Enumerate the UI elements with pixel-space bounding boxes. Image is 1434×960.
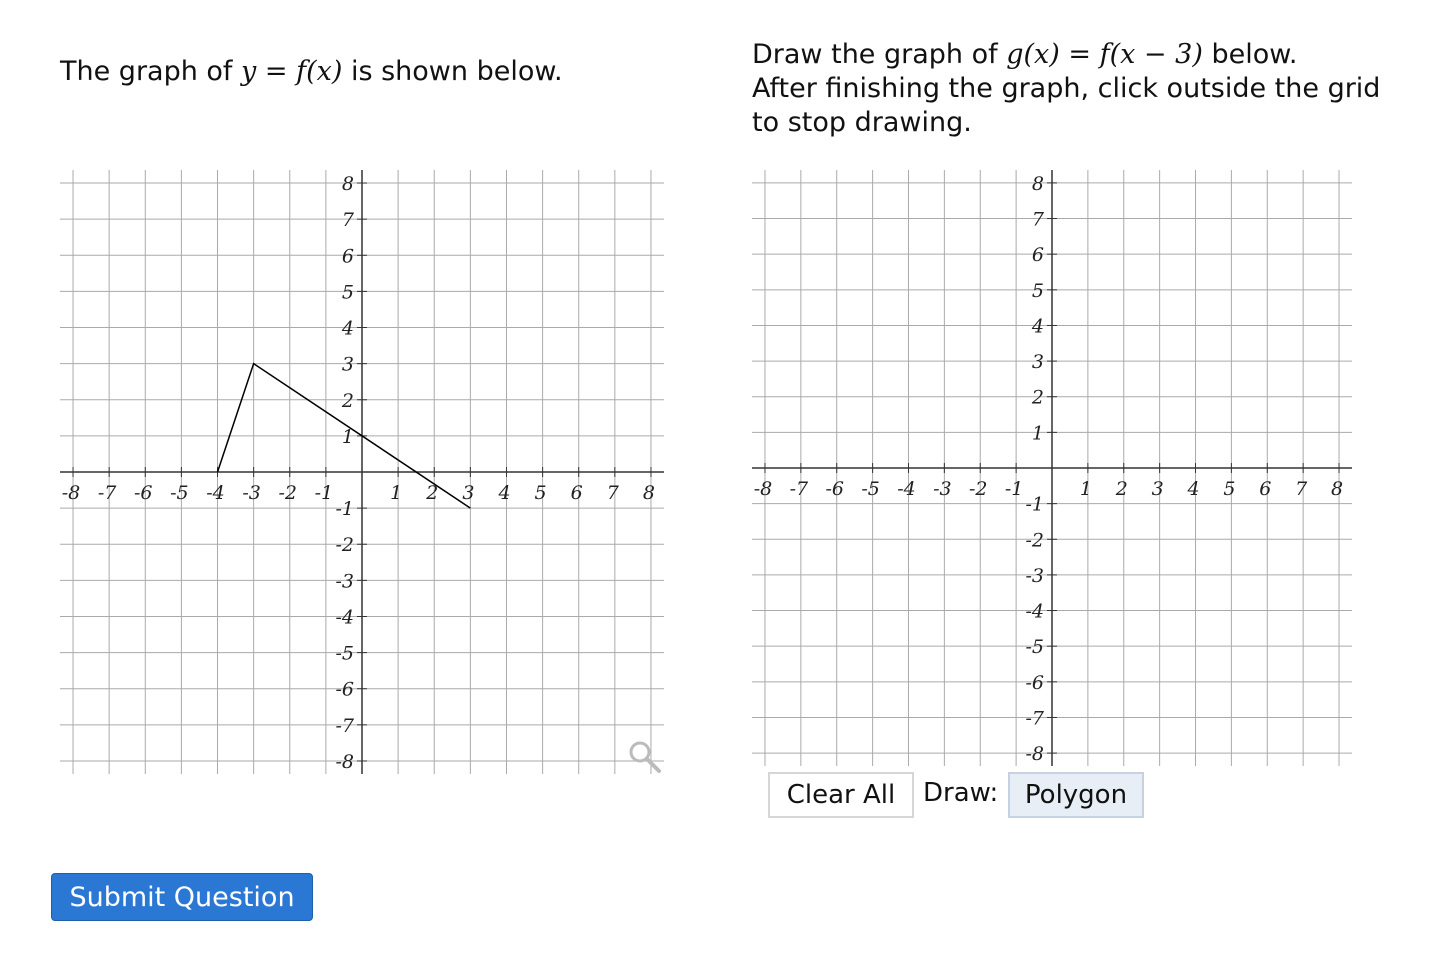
x-tick-label: 6 [1259,478,1272,500]
x-tick-label: -8 [61,482,81,504]
x-tick-label: 7 [1295,478,1308,500]
y-tick-label: 2 [1031,386,1044,409]
y-tick-label: 1 [1031,422,1044,445]
x-tick-label: -1 [314,482,334,504]
x-tick-label: 5 [534,482,547,504]
x-tick-label: -5 [861,478,880,500]
y-tick-label: 4 [341,317,354,340]
x-tick-label: -3 [242,482,261,504]
y-tick-label: -7 [1025,707,1044,730]
y-tick-label: 3 [341,353,354,376]
x-tick-label: 1 [390,482,403,504]
prompt-math: g(x) = f(x − 3) [1006,39,1203,70]
y-tick-label: -8 [335,750,354,773]
x-tick-label: -2 [968,478,988,500]
y-tick-label: 5 [341,281,354,304]
y-tick-label: -2 [1025,529,1044,552]
x-tick-label: 8 [1330,478,1344,500]
x-tick-label: 3 [1151,478,1164,500]
y-tick-label: -7 [335,714,354,737]
prompt-text-end: below. [1202,39,1298,70]
given-graph [60,170,664,774]
y-tick-label: 8 [341,173,354,196]
y-tick-label: -1 [1025,493,1044,516]
clear-all-button[interactable]: Clear All [768,772,914,818]
y-tick-label: 5 [1031,279,1044,302]
prompt-text: The graph of [60,56,242,87]
polygon-button[interactable]: Polygon [1008,772,1144,818]
x-tick-label: -6 [825,478,844,500]
x-tick-label: 7 [606,482,619,504]
y-tick-label: 1 [341,425,354,448]
x-tick-label: -7 [97,482,117,504]
prompt-text: Draw the graph of [752,39,1007,70]
x-tick-label: 2 [1115,478,1128,500]
x-tick-label: -8 [753,478,773,500]
y-tick-label: -1 [335,498,354,521]
y-tick-label: 8 [1031,172,1044,195]
x-tick-label: -6 [134,482,153,504]
y-tick-label: -4 [1025,600,1044,623]
x-tick-label: -3 [933,478,952,500]
magnifier-icon[interactable] [626,738,662,774]
prompt-text-end: is shown below. [342,56,563,87]
y-tick-label: 6 [1031,244,1044,267]
y-tick-label: -5 [1025,636,1044,659]
x-tick-label: -2 [278,482,298,504]
y-tick-label: 7 [341,209,354,232]
x-tick-label: -4 [206,482,225,504]
y-tick-label: -3 [1025,564,1044,587]
x-tick-label: 4 [498,482,511,504]
x-tick-label: -1 [1004,478,1024,500]
x-tick-label: -7 [789,478,809,500]
y-tick-label: -8 [1025,743,1044,766]
x-tick-label: 8 [642,482,656,504]
y-tick-label: -2 [335,534,354,557]
prompt-math: y = f(x) [241,56,343,87]
y-tick-label: 3 [1031,351,1044,374]
y-tick-label: -6 [335,678,354,701]
y-tick-label: 4 [1031,315,1044,338]
left-prompt [60,55,563,89]
x-tick-label: 1 [1079,478,1092,500]
y-tick-label: -3 [335,570,354,593]
right-prompt [752,38,1412,139]
x-tick-label: -5 [170,482,189,504]
prompt-instructions: After finishing the graph, click outside the grid to stop drawing. [752,72,1381,138]
x-tick-label: 6 [570,482,583,504]
drawing-grid[interactable] [752,170,1352,766]
x-tick-label: 5 [1223,478,1236,500]
x-tick-label: 4 [1187,478,1200,500]
x-tick-label: -4 [897,478,916,500]
x-tick-label: 3 [462,482,475,504]
y-tick-label: -6 [1025,671,1044,694]
y-tick-label: -4 [335,606,354,629]
submit-question-button[interactable]: Submit Question [51,873,313,921]
y-tick-label: 2 [341,389,354,412]
draw-label: Draw: [923,778,999,808]
y-tick-label: 7 [1031,208,1044,231]
x-tick-label: 2 [426,482,439,504]
y-tick-label: 6 [341,245,354,268]
y-tick-label: -5 [335,642,354,665]
